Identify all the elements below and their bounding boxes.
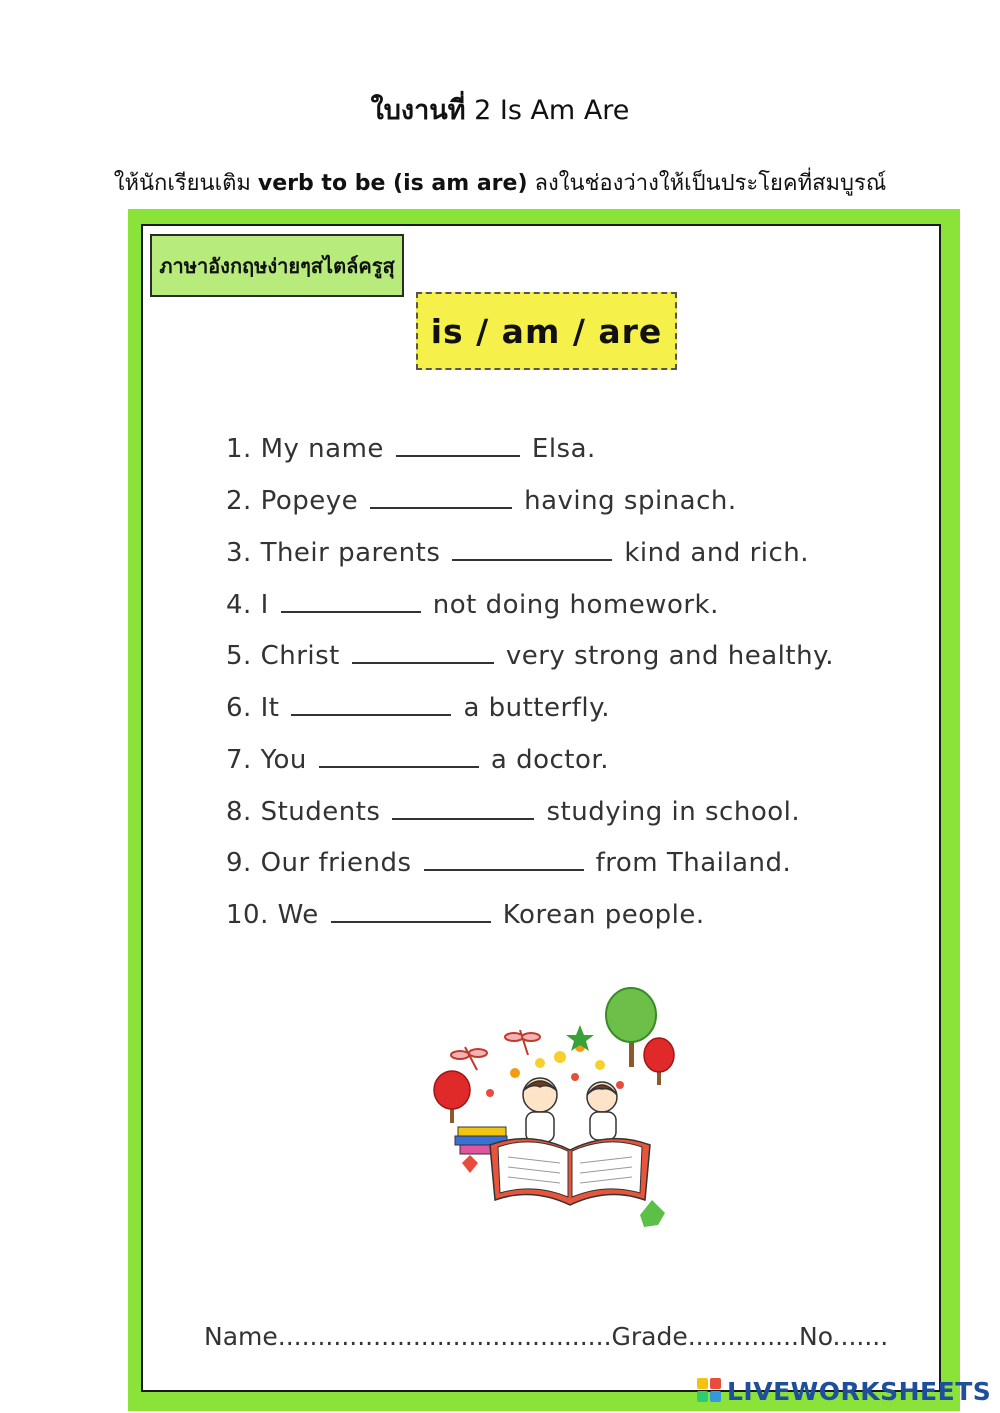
instruction-thai-1: ให้นักเรียนเติม xyxy=(113,171,251,196)
name-grade-line: Name..........................................Grade..............No....... xyxy=(204,1322,889,1351)
answer-blank[interactable] xyxy=(291,694,451,716)
question-text: kind and rich. xyxy=(624,538,810,568)
question-9 xyxy=(226,848,791,878)
worksheet-title xyxy=(0,88,1000,131)
question-text: from Thailand. xyxy=(595,848,792,878)
question-4 xyxy=(226,590,719,620)
question-text: 9. Our friends xyxy=(226,848,412,878)
question-text: Elsa. xyxy=(531,434,596,464)
question-6 xyxy=(226,693,610,723)
question-text: 3. Their parents xyxy=(226,538,441,568)
question-text: not doing homework. xyxy=(432,590,719,620)
title-thai: ใบงานที่ xyxy=(370,95,466,126)
kids-reading-illustration xyxy=(430,985,680,1230)
answer-blank[interactable] xyxy=(281,591,421,613)
answer-blank[interactable] xyxy=(352,642,494,664)
question-text: Korean people. xyxy=(502,900,705,930)
question-text: 4. I xyxy=(226,590,269,620)
question-text: studying in school. xyxy=(546,797,801,827)
question-2 xyxy=(226,486,737,516)
question-text: a butterfly. xyxy=(463,693,611,723)
question-8 xyxy=(226,797,800,827)
answer-blank[interactable] xyxy=(424,849,584,871)
answer-blank[interactable] xyxy=(392,798,534,820)
question-text: 5. Christ xyxy=(226,641,340,671)
question-10 xyxy=(226,900,705,930)
answer-blank[interactable] xyxy=(331,901,491,923)
watermark-text: LIVEWORKSHEETS xyxy=(727,1376,992,1406)
question-text: 8. Students xyxy=(226,797,381,827)
instruction-thai-2: ลงในช่องว่างให้เป็นประโยคที่สมบูรณ์ xyxy=(534,171,887,196)
liveworksheets-watermark xyxy=(697,1374,991,1408)
answer-blank[interactable] xyxy=(319,746,479,768)
question-7 xyxy=(226,745,609,775)
verb-banner: is / am / are xyxy=(416,292,677,370)
answer-blank[interactable] xyxy=(396,435,520,457)
question-text: very strong and healthy. xyxy=(505,641,835,671)
answer-blank[interactable] xyxy=(452,539,612,561)
instruction-bold: verb to be (is am are) xyxy=(257,171,528,196)
instruction xyxy=(0,165,1000,200)
question-text: 7. You xyxy=(226,745,307,775)
answer-blank[interactable] xyxy=(370,487,512,509)
teacher-tag: ภาษาอังกฤษง่ายๆสไตล์ครูสุ xyxy=(150,234,404,297)
question-5 xyxy=(226,641,834,671)
question-1 xyxy=(226,434,596,464)
question-text: 1. My name xyxy=(226,434,384,464)
question-text: having spinach. xyxy=(524,486,737,516)
question-3 xyxy=(226,538,809,568)
question-text: 10. We xyxy=(226,900,319,930)
question-text: a doctor. xyxy=(490,745,609,775)
question-text: 2. Popeye xyxy=(226,486,359,516)
title-rest: 2 Is Am Are xyxy=(474,95,630,126)
liveworksheets-logo-icon xyxy=(697,1378,723,1404)
question-text: 6. It xyxy=(226,693,280,723)
